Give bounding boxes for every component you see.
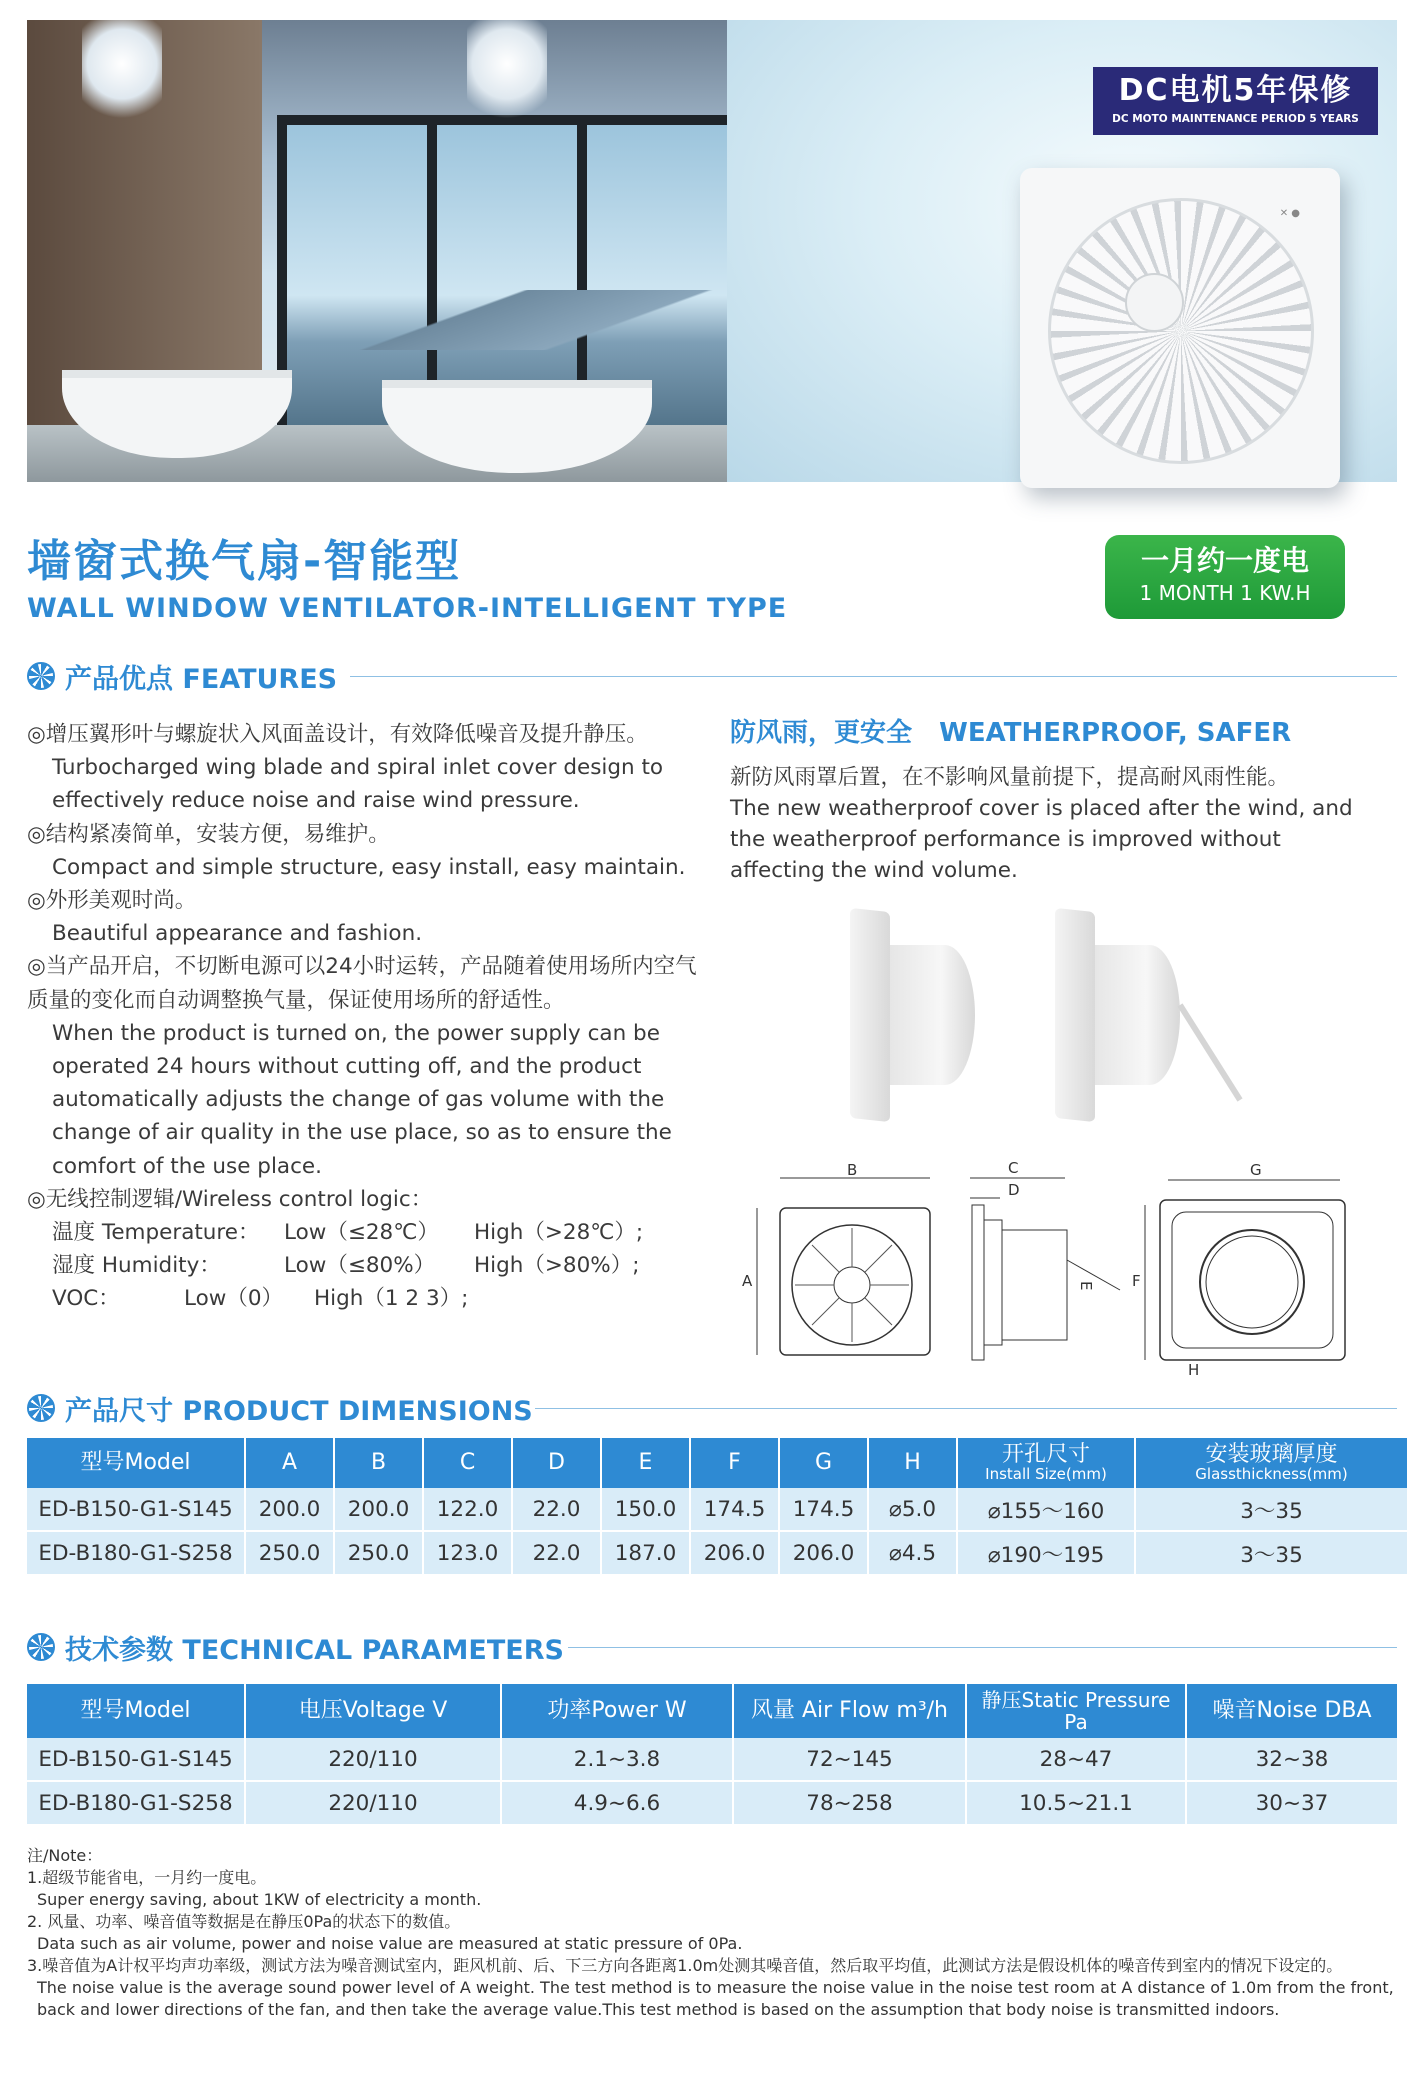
col-header: G bbox=[779, 1438, 868, 1488]
divider bbox=[535, 1408, 1397, 1409]
col-header: 开孔尺寸 Install Size(mm) bbox=[957, 1438, 1135, 1488]
divider bbox=[350, 676, 1397, 677]
table-cell: 250.0 bbox=[334, 1531, 423, 1574]
dim-label-c: C bbox=[1008, 1160, 1019, 1177]
energy-badge-en: 1 MONTH 1 KW.H bbox=[1139, 581, 1311, 605]
feature-en: Beautiful appearance and fashion. bbox=[52, 921, 423, 947]
page-title-en: WALL WINDOW VENTILATOR-INTELLIGENT TYPE bbox=[27, 593, 788, 624]
note-line: Data such as air volume, power and noise value are measured at static pressure of 0Pa. bbox=[37, 1934, 743, 1953]
table-cell: 22.0 bbox=[512, 1531, 601, 1574]
table-cell: 28~47 bbox=[966, 1738, 1186, 1781]
feature-en: Turbocharged wing blade and spiral inlet cover design to effectively reduce noise and raise wind pressure. bbox=[52, 755, 664, 814]
table-cell: 187.0 bbox=[601, 1531, 690, 1574]
features-list bbox=[27, 718, 707, 1316]
col-header: H bbox=[868, 1438, 957, 1488]
energy-badge-cn: 一月约一度电 bbox=[1140, 544, 1309, 577]
dimensions-heading-text: 产品尺寸 PRODUCT DIMENSIONS bbox=[65, 1395, 533, 1427]
fan-product-image: ✕ ● bbox=[1020, 168, 1340, 488]
table-cell: 32~38 bbox=[1186, 1738, 1397, 1781]
col-header: 静压Static Pressure Pa bbox=[966, 1684, 1186, 1738]
table-cell: ED-B150-G1-S145 bbox=[27, 1738, 245, 1781]
wireless-title: ◎无线控制逻辑/Wireless control logic： bbox=[27, 1186, 433, 1212]
note-line: 2. 风量、功率、噪音值等数据是在静压0Pa的状态下的数值。 bbox=[27, 1912, 461, 1931]
table-cell: 206.0 bbox=[779, 1531, 868, 1574]
fan-icon bbox=[27, 1394, 55, 1422]
table-row bbox=[27, 1781, 1397, 1824]
col-header: 型号Model bbox=[27, 1438, 245, 1488]
wireless-row: 温度 Temperature： Low（≤28℃） High（>28℃）; bbox=[52, 1220, 644, 1246]
fan-icon bbox=[27, 662, 55, 690]
dimension-diagrams bbox=[740, 1160, 1380, 1380]
weatherproof-title-en: WEATHERPROOF, SAFER bbox=[939, 718, 1292, 748]
technical-heading-text: 技术参数 TECHNICAL PARAMETERS bbox=[65, 1634, 564, 1666]
table-header-row bbox=[27, 1438, 1407, 1488]
technical-heading bbox=[27, 1630, 564, 1664]
note-line: Super energy saving, about 1KW of electricity a month. bbox=[37, 1890, 482, 1909]
wireless-row: 湿度 Humidity： Low（≤80%） High（>80%）; bbox=[52, 1253, 640, 1279]
table-cell: ED-B180-G1-S258 bbox=[27, 1531, 245, 1574]
warranty-badge bbox=[1093, 67, 1378, 135]
warranty-badge-en: DC MOTO MAINTENANCE PERIOD 5 YEARS bbox=[1112, 113, 1359, 125]
feature-en: Compact and simple structure, easy install, easy maintain. bbox=[52, 854, 686, 880]
dim-label-b: B bbox=[847, 1161, 858, 1179]
col-header: 噪音Noise DBA bbox=[1186, 1684, 1397, 1738]
weatherproof-body-cn: 新防风雨罩后置，在不影响风量前提下，提高耐风雨性能。 bbox=[730, 765, 1290, 790]
weatherproof-body-en: The new weatherproof cover is placed after the wind, and the weatherproof performance is improved without affecting the wind volume. bbox=[730, 796, 1353, 883]
warranty-badge-cn: DC电机5年保修 bbox=[1118, 73, 1353, 108]
divider bbox=[568, 1647, 1397, 1648]
fan-icon bbox=[27, 1633, 55, 1661]
notes bbox=[27, 1845, 1397, 2021]
table-cell: ⌀4.5 bbox=[868, 1531, 957, 1574]
col-header: 型号Model bbox=[27, 1684, 245, 1738]
table-cell: 200.0 bbox=[334, 1488, 423, 1531]
table-cell: 200.0 bbox=[245, 1488, 334, 1531]
note-line: 3.噪音值为A计权平均声功率级，测试方法为噪音测试室内，距风机前、后、下三方向各距离1.0m处测其噪音值，然后取平均值，此测试方法是假设机体的噪音传到室内的情况下设定的。 bbox=[27, 1956, 1343, 1975]
table-row bbox=[27, 1488, 1407, 1531]
col-header: D bbox=[512, 1438, 601, 1488]
table-cell: 250.0 bbox=[245, 1531, 334, 1574]
table-cell: ED-B180-G1-S258 bbox=[27, 1781, 245, 1824]
feature-cn: ◎结构紧凑简单，安装方便，易维护。 bbox=[27, 821, 390, 847]
table-cell: ⌀5.0 bbox=[868, 1488, 957, 1531]
dim-label-d: D bbox=[1008, 1181, 1020, 1199]
table-cell: 220/110 bbox=[245, 1781, 501, 1824]
feature-cn: ◎外形美观时尚。 bbox=[27, 888, 197, 914]
side-view-diagram bbox=[970, 1160, 1120, 1360]
col-header: E bbox=[601, 1438, 690, 1488]
weatherproof-body bbox=[730, 762, 1370, 886]
features-heading-text: 产品优点 FEATURES bbox=[65, 663, 338, 695]
col-header: 电压Voltage V bbox=[245, 1684, 501, 1738]
table-cell: 174.5 bbox=[779, 1488, 868, 1531]
table-cell: 122.0 bbox=[423, 1488, 512, 1531]
table-cell: ED-B150-G1-S145 bbox=[27, 1488, 245, 1531]
col-header: 安装玻璃厚度 Glassthickness(mm) bbox=[1135, 1438, 1407, 1488]
table-cell: 30~37 bbox=[1186, 1781, 1397, 1824]
notes-title: 注/Note： bbox=[27, 1846, 103, 1865]
col-header: B bbox=[334, 1438, 423, 1488]
col-header: 功率Power W bbox=[501, 1684, 733, 1738]
table-cell: 10.5~21.1 bbox=[966, 1781, 1186, 1824]
dim-label-h: H bbox=[1188, 1361, 1200, 1379]
table-cell: 174.5 bbox=[690, 1488, 779, 1531]
table-cell: 78~258 bbox=[733, 1781, 966, 1824]
table-cell: ⌀190～195 bbox=[957, 1531, 1135, 1574]
dim-label-f: F bbox=[1132, 1272, 1141, 1290]
feature-cn: ◎增压翼形叶与螺旋状入风面盖设计，有效降低噪音及提升静压。 bbox=[27, 722, 648, 747]
feature-cn: ◎当产品开启，不切断电源可以24小时运转，产品随着使用场所内空气质量的变化而自动调整换气量，保证使用场所的舒适性。 bbox=[27, 954, 697, 1013]
table-cell: 123.0 bbox=[423, 1531, 512, 1574]
note-line: 1.超级节能省电，一月约一度电。 bbox=[27, 1868, 267, 1887]
dim-label-a: A bbox=[742, 1272, 753, 1290]
table-cell: 3～35 bbox=[1135, 1531, 1407, 1574]
weatherproof-title bbox=[730, 712, 1291, 749]
note-line: The noise value is the average sound power level of A weight. The test method is to measure the noise value in the noise test room at A distance of 1.0m from the front, back and lower directions of the fan, and then take the average value.This test method is based on the assumption that body noise is transmitted indoors. bbox=[37, 1978, 1394, 2019]
energy-badge bbox=[1105, 535, 1345, 619]
table-cell: 2.1~3.8 bbox=[501, 1738, 733, 1781]
table-cell: 150.0 bbox=[601, 1488, 690, 1531]
table-cell: 206.0 bbox=[690, 1531, 779, 1574]
fan-side-weatherproof-image bbox=[1055, 910, 1255, 1130]
table-row bbox=[27, 1738, 1397, 1781]
col-header: A bbox=[245, 1438, 334, 1488]
table-cell: 22.0 bbox=[512, 1488, 601, 1531]
table-cell: 4.9~6.6 bbox=[501, 1781, 733, 1824]
dim-label-e: E bbox=[1077, 1281, 1095, 1291]
technical-table bbox=[27, 1684, 1397, 1824]
features-heading bbox=[27, 659, 337, 693]
table-header-row bbox=[27, 1684, 1397, 1738]
table-row bbox=[27, 1531, 1407, 1574]
dim-label-g: G bbox=[1250, 1161, 1262, 1179]
weatherproof-title-cn: 防风雨，更安全 bbox=[730, 718, 913, 748]
dimensions-heading bbox=[27, 1391, 533, 1425]
back-view-diagram bbox=[1132, 1161, 1345, 1379]
feature-en: When the product is turned on, the power supply can be operated 24 hours without cutting off, and the product automatically adjusts the change of gas volume with the change of air quality in the use place, so as to ensure the comfort of the use place. bbox=[52, 1020, 672, 1179]
table-cell: 3～35 bbox=[1135, 1488, 1407, 1531]
front-view-diagram bbox=[742, 1161, 930, 1355]
fan-side-image bbox=[850, 910, 990, 1130]
wireless-row: VOC： Low（0） High（1 2 3）; bbox=[52, 1286, 469, 1312]
dimensions-table bbox=[27, 1438, 1407, 1574]
col-header: F bbox=[690, 1438, 779, 1488]
page-title-cn: 墙窗式换气扇-智能型 bbox=[27, 536, 462, 587]
col-header: 风量 Air Flow m³/h bbox=[733, 1684, 966, 1738]
table-cell: 72~145 bbox=[733, 1738, 966, 1781]
table-cell: 220/110 bbox=[245, 1738, 501, 1781]
col-header: C bbox=[423, 1438, 512, 1488]
table-cell: ⌀155～160 bbox=[957, 1488, 1135, 1531]
